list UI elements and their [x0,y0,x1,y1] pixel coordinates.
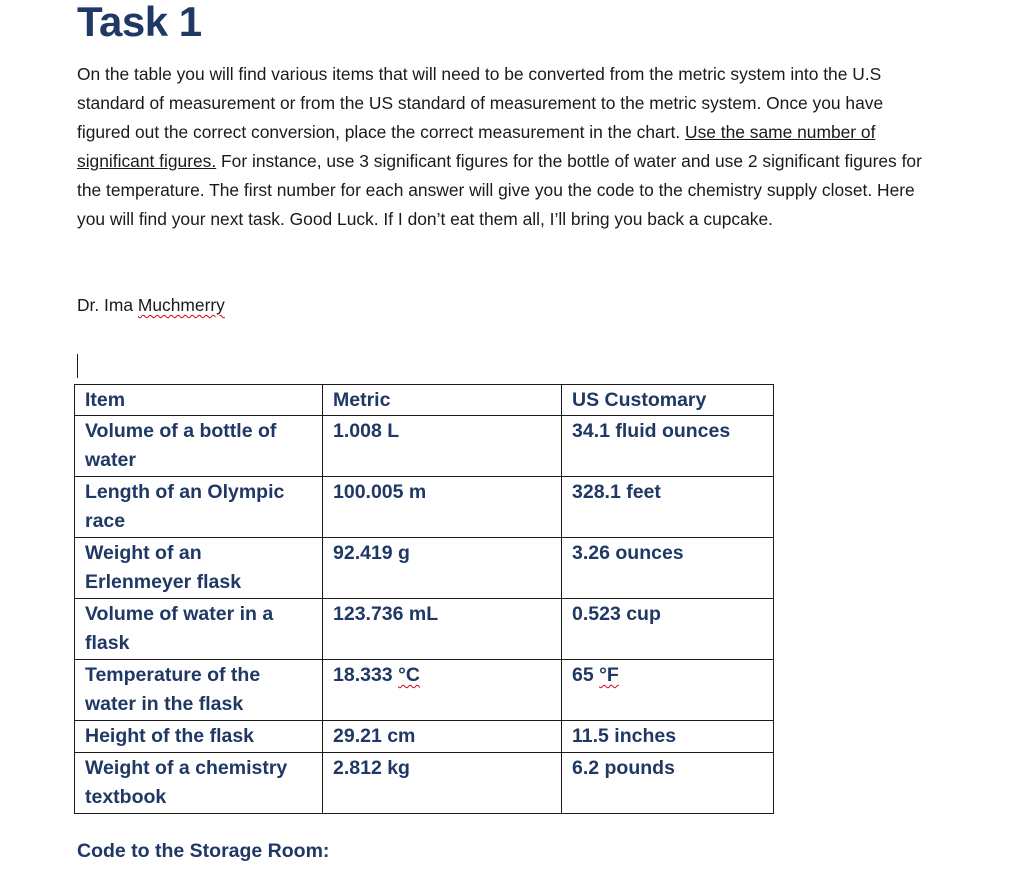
us-cell: 0.523 cup [562,599,774,660]
metric-cell: 29.21 cm [323,721,562,753]
item-cell: Volume of water in a flask [75,599,323,660]
item-cell: Length of an Olympic race [75,477,323,538]
table-header-row [75,385,774,416]
us-cell: 328.1 feet [562,477,774,538]
us-cell: 6.2 pounds [562,753,774,814]
metric-unit: °C [398,664,420,686]
metric-cell: 92.419 g [323,538,562,599]
metric-value: 18.333 [333,664,399,686]
item-cell: Temperature of the water in the flask [75,660,323,721]
conversion-table [74,384,774,814]
us-cell: 34.1 fluid ounces [562,416,774,477]
item-cell: Weight of a chemistry textbook [75,753,323,814]
us-unit: °F [599,664,619,686]
instructions-text-2: For instance, use 3 significant figures for the bottle of water and use 2 significant figures for the temperature. The first number for each answer will give you the code to the chemistry supply closet. Here you will find your next task. Good Luck. If I don’t eat them all, I’ll bring you back a cupcake. [77,151,922,229]
table-row [75,660,774,721]
item-cell: Weight of an Erlenmeyer flask [75,538,323,599]
table-row [75,721,774,753]
signature [77,291,225,320]
storage-room-code-label: Code to the Storage Room: [77,840,330,862]
metric-cell: 123.736 mL [323,599,562,660]
item-cell: Height of the flask [75,721,323,753]
us-value: 65 [572,664,600,686]
table-row [75,753,774,814]
metric-cell: 100.005 m [323,477,562,538]
us-cell: 11.5 inches [562,721,774,753]
instructions-text-1: On the table you will find various items that will need to be converted from the metric system into the U.S standard of measurement or from the US standard of measurement to the metric system. Once you have figured out the correct conversion, place the correct measurement in the chart. [77,64,884,142]
header-item: Item [75,385,323,416]
signature-prefix: Dr. Ima [77,295,138,315]
text-cursor [77,354,78,378]
metric-cell [323,660,562,721]
item-cell: Volume of a bottle of water [75,416,323,477]
signature-surname: Muchmerry [137,295,225,315]
header-us-customary: US Customary [562,385,774,416]
us-cell [562,660,774,721]
table-row [75,538,774,599]
page-title: Task 1 [77,0,202,45]
table-row [75,416,774,477]
metric-cell: 2.812 kg [323,753,562,814]
header-metric: Metric [323,385,562,416]
instructions-underlined-text: Use the same number of significant figures. [77,122,876,171]
table-row [75,599,774,660]
metric-cell: 1.008 L [323,416,562,477]
us-cell: 3.26 ounces [562,538,774,599]
instructions-paragraph [77,60,937,234]
table-row [75,477,774,538]
